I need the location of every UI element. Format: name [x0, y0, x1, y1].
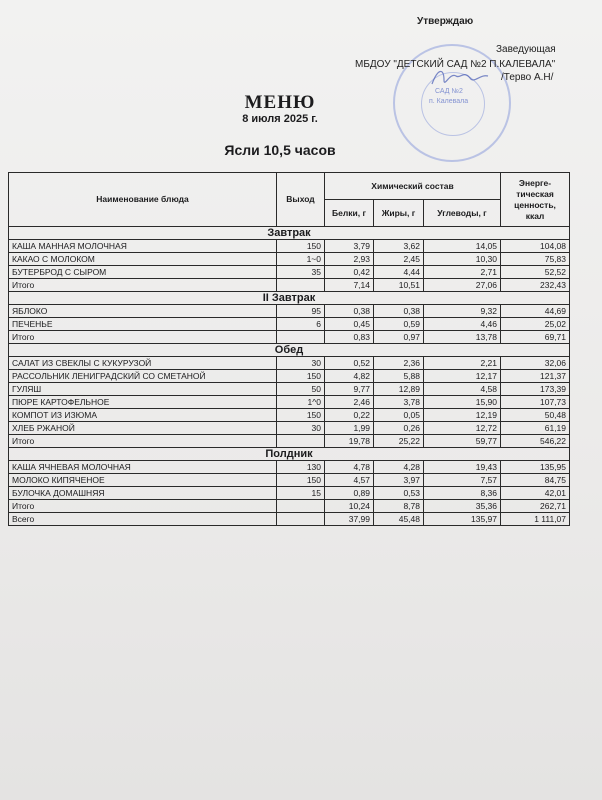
subtotal-protein: 0,83 — [325, 331, 374, 344]
stamp-text-line: п. Калевала — [429, 98, 469, 105]
subtotal-output-empty — [277, 279, 325, 292]
table-row — [9, 409, 570, 422]
subtotal-output-empty — [277, 331, 325, 344]
dish-fat: 3,78 — [374, 396, 424, 409]
dish-name: ПЮРЕ КАРТОФЕЛЬНОЕ — [9, 396, 277, 409]
dish-energy: 75,83 — [501, 253, 570, 266]
dish-fat: 4,28 — [374, 461, 424, 474]
dish-carbs: 15,90 — [424, 396, 501, 409]
dish-output: 35 — [277, 266, 325, 279]
dish-protein: 1,99 — [325, 422, 374, 435]
dish-carbs: 7,57 — [424, 474, 501, 487]
section-header-row — [9, 227, 570, 240]
menu-table-body — [9, 227, 570, 526]
menu-date: 8 июля 2025 г. — [242, 113, 318, 125]
subtotal-label: Итого — [9, 435, 277, 448]
dish-energy: 42,01 — [501, 487, 570, 500]
section-title: Полдник — [9, 448, 570, 461]
dish-protein: 2,93 — [325, 253, 374, 266]
dish-carbs: 12,72 — [424, 422, 501, 435]
dish-protein: 0,52 — [325, 357, 374, 370]
table-row — [9, 357, 570, 370]
stamp-text-line: САД №2 — [435, 88, 463, 95]
dish-energy: 135,95 — [501, 461, 570, 474]
subtotal-energy: 232,43 — [501, 279, 570, 292]
dish-fat: 2,36 — [374, 357, 424, 370]
dish-name: ЯБЛОКО — [9, 305, 277, 318]
dish-protein: 0,45 — [325, 318, 374, 331]
dish-carbs: 9,32 — [424, 305, 501, 318]
dish-carbs: 8,36 — [424, 487, 501, 500]
dish-output: 30 — [277, 422, 325, 435]
header-chemical: Химический состав — [325, 173, 501, 200]
dish-protein: 9,77 — [325, 383, 374, 396]
dish-name: ХЛЕБ РЖАНОЙ — [9, 422, 277, 435]
dish-fat: 0,53 — [374, 487, 424, 500]
section-title: Завтрак — [9, 227, 570, 240]
header-carbs: Углеводы, г — [424, 200, 501, 227]
dish-output: 150 — [277, 370, 325, 383]
subtotal-output-empty — [277, 435, 325, 448]
dish-output: 1^0 — [277, 396, 325, 409]
subtotal-row — [9, 279, 570, 292]
header-energy: Энерге-тическая ценность, ккал — [501, 173, 570, 227]
section-header-row — [9, 292, 570, 305]
subtotal-row — [9, 435, 570, 448]
subtotal-fat: 0,97 — [374, 331, 424, 344]
grand-total-label: Всего — [9, 513, 277, 526]
dish-name: САЛАТ ИЗ СВЕКЛЫ С КУКУРУЗОЙ — [9, 357, 277, 370]
grand-total-protein: 37,99 — [325, 513, 374, 526]
header-protein: Белки, г — [325, 200, 374, 227]
dish-energy: 61,19 — [501, 422, 570, 435]
table-row — [9, 396, 570, 409]
dish-output: 150 — [277, 474, 325, 487]
subtotal-carbs: 27,06 — [424, 279, 501, 292]
dish-fat: 5,88 — [374, 370, 424, 383]
dish-fat: 2,45 — [374, 253, 424, 266]
section-title: Обед — [9, 344, 570, 357]
approver-position: Заведующая — [496, 44, 556, 55]
subtotal-carbs: 35,36 — [424, 500, 501, 513]
section-title: II Завтрак — [9, 292, 570, 305]
dish-protein: 4,78 — [325, 461, 374, 474]
dish-energy: 84,75 — [501, 474, 570, 487]
subtotal-carbs: 59,77 — [424, 435, 501, 448]
dish-protein: 4,57 — [325, 474, 374, 487]
table-row — [9, 370, 570, 383]
dish-fat: 3,97 — [374, 474, 424, 487]
dish-name: БУЛОЧКА ДОМАШНЯЯ — [9, 487, 277, 500]
subtotal-protein: 19,78 — [325, 435, 374, 448]
table-row — [9, 305, 570, 318]
dish-output: 15 — [277, 487, 325, 500]
table-row — [9, 266, 570, 279]
dish-fat: 0,59 — [374, 318, 424, 331]
table-row — [9, 474, 570, 487]
dish-energy: 107,73 — [501, 396, 570, 409]
dish-protein: 0,38 — [325, 305, 374, 318]
dish-output: 30 — [277, 357, 325, 370]
dish-energy: 52,52 — [501, 266, 570, 279]
dish-name: КАКАО С МОЛОКОМ — [9, 253, 277, 266]
subtotal-fat: 10,51 — [374, 279, 424, 292]
subtotal-protein: 7,14 — [325, 279, 374, 292]
dish-output: 150 — [277, 240, 325, 253]
grand-total-row — [9, 513, 570, 526]
grand-total-output-empty — [277, 513, 325, 526]
approval-heading: Утверждаю — [417, 16, 474, 27]
subtotal-energy: 546,22 — [501, 435, 570, 448]
subtotal-output-empty — [277, 500, 325, 513]
table-row — [9, 240, 570, 253]
grand-total-fat: 45,48 — [374, 513, 424, 526]
table-row — [9, 383, 570, 396]
subtotal-label: Итого — [9, 279, 277, 292]
dish-name: КОМПОТ ИЗ ИЗЮМА — [9, 409, 277, 422]
dish-fat: 12,89 — [374, 383, 424, 396]
dish-output: 95 — [277, 305, 325, 318]
dish-carbs: 12,19 — [424, 409, 501, 422]
dish-energy: 121,37 — [501, 370, 570, 383]
subtotal-row — [9, 500, 570, 513]
subtotal-energy: 69,71 — [501, 331, 570, 344]
dish-output: 6 — [277, 318, 325, 331]
dish-carbs: 10,30 — [424, 253, 501, 266]
menu-table — [8, 172, 570, 526]
dish-energy: 44,69 — [501, 305, 570, 318]
dish-protein: 0,22 — [325, 409, 374, 422]
dish-carbs: 14,05 — [424, 240, 501, 253]
subtotal-carbs: 13,78 — [424, 331, 501, 344]
section-header-row — [9, 448, 570, 461]
group-name: Ясли 10,5 часов — [224, 142, 336, 158]
subtotal-label: Итого — [9, 500, 277, 513]
page-title: МЕНЮ — [244, 92, 316, 113]
dish-carbs: 4,58 — [424, 383, 501, 396]
dish-energy: 25,02 — [501, 318, 570, 331]
dish-energy: 104,08 — [501, 240, 570, 253]
table-row — [9, 318, 570, 331]
organization-name: МБДОУ "ДЕТСКИЙ САД №2 П.КАЛЕВАЛА" — [355, 59, 556, 70]
subtotal-fat: 8,78 — [374, 500, 424, 513]
dish-protein: 0,42 — [325, 266, 374, 279]
subtotal-fat: 25,22 — [374, 435, 424, 448]
dish-fat: 0,38 — [374, 305, 424, 318]
dish-name: БУТЕРБРОД С СЫРОМ — [9, 266, 277, 279]
dish-fat: 0,26 — [374, 422, 424, 435]
dish-carbs: 19,43 — [424, 461, 501, 474]
dish-name: КАША МАННАЯ МОЛОЧНАЯ — [9, 240, 277, 253]
dish-protein: 3,79 — [325, 240, 374, 253]
subtotal-row — [9, 331, 570, 344]
dish-fat: 3,62 — [374, 240, 424, 253]
grand-total-carbs: 135,97 — [424, 513, 501, 526]
dish-output: 50 — [277, 383, 325, 396]
dish-name: РАССОЛЬНИК ЛЕНИГРАДСКИЙ СО СМЕТАНОЙ — [9, 370, 277, 383]
section-header-row — [9, 344, 570, 357]
dish-name: МОЛОКО КИПЯЧЕНОЕ — [9, 474, 277, 487]
dish-carbs: 4,46 — [424, 318, 501, 331]
dish-protein: 2,46 — [325, 396, 374, 409]
subtotal-label: Итого — [9, 331, 277, 344]
dish-protein: 4,82 — [325, 370, 374, 383]
dish-energy: 32,06 — [501, 357, 570, 370]
subtotal-energy: 262,71 — [501, 500, 570, 513]
table-row — [9, 253, 570, 266]
table-row — [9, 461, 570, 474]
table-row — [9, 422, 570, 435]
dish-energy: 173,39 — [501, 383, 570, 396]
subtotal-protein: 10,24 — [325, 500, 374, 513]
dish-carbs: 12,17 — [424, 370, 501, 383]
header-output: Выход — [277, 173, 325, 227]
dish-name: ПЕЧЕНЬЕ — [9, 318, 277, 331]
dish-protein: 0,89 — [325, 487, 374, 500]
dish-name: КАША ЯЧНЕВАЯ МОЛОЧНАЯ — [9, 461, 277, 474]
header-fat: Жиры, г — [374, 200, 424, 227]
approver-name: /Терво А.Н/ — [501, 72, 554, 83]
dish-output: 130 — [277, 461, 325, 474]
dish-energy: 50,48 — [501, 409, 570, 422]
grand-total-energy: 1 111,07 — [501, 513, 570, 526]
dish-fat: 0,05 — [374, 409, 424, 422]
table-row — [9, 487, 570, 500]
dish-name: ГУЛЯШ — [9, 383, 277, 396]
header-dish: Наименование блюда — [9, 173, 277, 227]
dish-output: 1~0 — [277, 253, 325, 266]
dish-carbs: 2,21 — [424, 357, 501, 370]
dish-carbs: 2,71 — [424, 266, 501, 279]
dish-fat: 4,44 — [374, 266, 424, 279]
dish-output: 150 — [277, 409, 325, 422]
